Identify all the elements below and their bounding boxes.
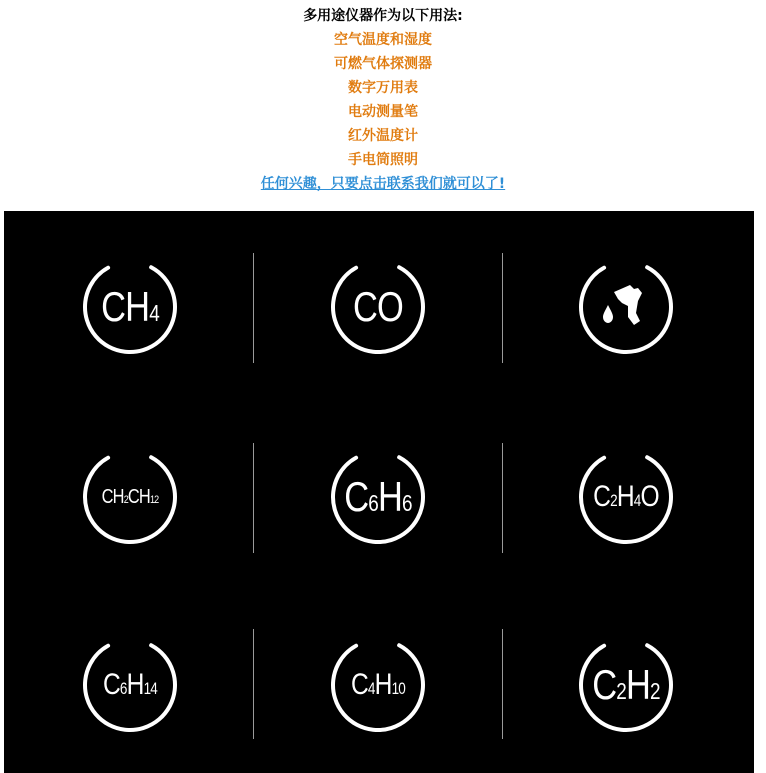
formula-element: H — [378, 473, 403, 520]
ch2ch12-icon — [82, 449, 178, 545]
formula-element: C — [102, 668, 120, 701]
c6h14-icon — [82, 637, 178, 733]
use-item-infrared-thermometer: 红外温度计 — [348, 128, 418, 144]
c6h6-icon — [330, 449, 426, 545]
use-item-multimeter: 数字万用表 — [348, 80, 418, 96]
use-item-flashlight: 手电筒照明 — [348, 152, 418, 168]
use-item-air-temp-humidity: 空气温度和湿度 — [334, 32, 432, 48]
formula-element: CH — [101, 283, 150, 330]
gas-formula — [587, 449, 666, 545]
formula-element: CH — [101, 485, 124, 508]
c4h10-icon — [330, 637, 426, 733]
formula-element: H — [126, 668, 144, 701]
c2h4o-icon — [578, 449, 674, 545]
formula-subscript: 14 — [143, 680, 158, 699]
gas-formula — [587, 637, 666, 733]
formula-subscript: 6 — [368, 489, 378, 516]
formula-subscript: 12 — [149, 494, 159, 507]
divider — [253, 443, 254, 553]
gas-formula — [91, 259, 170, 355]
gas-formula — [91, 449, 170, 545]
formula-subscript: 2 — [650, 677, 660, 704]
gas-formula — [339, 259, 418, 355]
fuel-nozzle-icon — [578, 259, 674, 355]
formula-subscript: 2 — [123, 494, 128, 507]
use-item-gas-detector: 可燃气体探测器 — [334, 56, 432, 72]
gas-icon-panel — [4, 211, 754, 773]
formula-subscript: 2 — [610, 492, 617, 511]
co-icon — [330, 259, 426, 355]
divider — [502, 253, 503, 363]
gas-formula — [339, 637, 418, 733]
formula-element: H — [626, 661, 651, 708]
formula-subscript: 6 — [119, 680, 127, 699]
uses-text-block — [0, 0, 766, 196]
formula-element: C — [592, 661, 617, 708]
formula-subscript: 10 — [391, 680, 406, 699]
divider — [502, 629, 503, 739]
formula-subscript: 4 — [633, 492, 641, 511]
intro-heading: 多用途仪器作为以下用法: — [303, 8, 463, 24]
contact-us-link[interactable]: 任何兴趣，只要点击联系我们就可以了! — [260, 176, 506, 192]
divider — [253, 253, 254, 363]
formula-subscript: 6 — [402, 489, 412, 516]
formula-element: C — [350, 668, 368, 701]
formula-subscript: 4 — [149, 299, 159, 326]
formula-element: O — [640, 480, 659, 513]
formula-element: H — [616, 480, 634, 513]
gas-formula — [91, 637, 170, 733]
divider — [253, 629, 254, 739]
formula-element: CH — [127, 485, 150, 508]
formula-element: CO — [352, 283, 404, 330]
ch4-icon — [82, 259, 178, 355]
use-item-voltage-pen: 电动测量笔 — [348, 104, 418, 120]
formula-element: C — [344, 473, 369, 520]
formula-subscript: 2 — [616, 677, 626, 704]
c2h2-icon — [578, 637, 674, 733]
formula-subscript: 4 — [367, 680, 375, 699]
gas-formula — [339, 449, 418, 545]
formula-element: H — [374, 668, 392, 701]
divider — [502, 443, 503, 553]
formula-element: C — [593, 480, 611, 513]
